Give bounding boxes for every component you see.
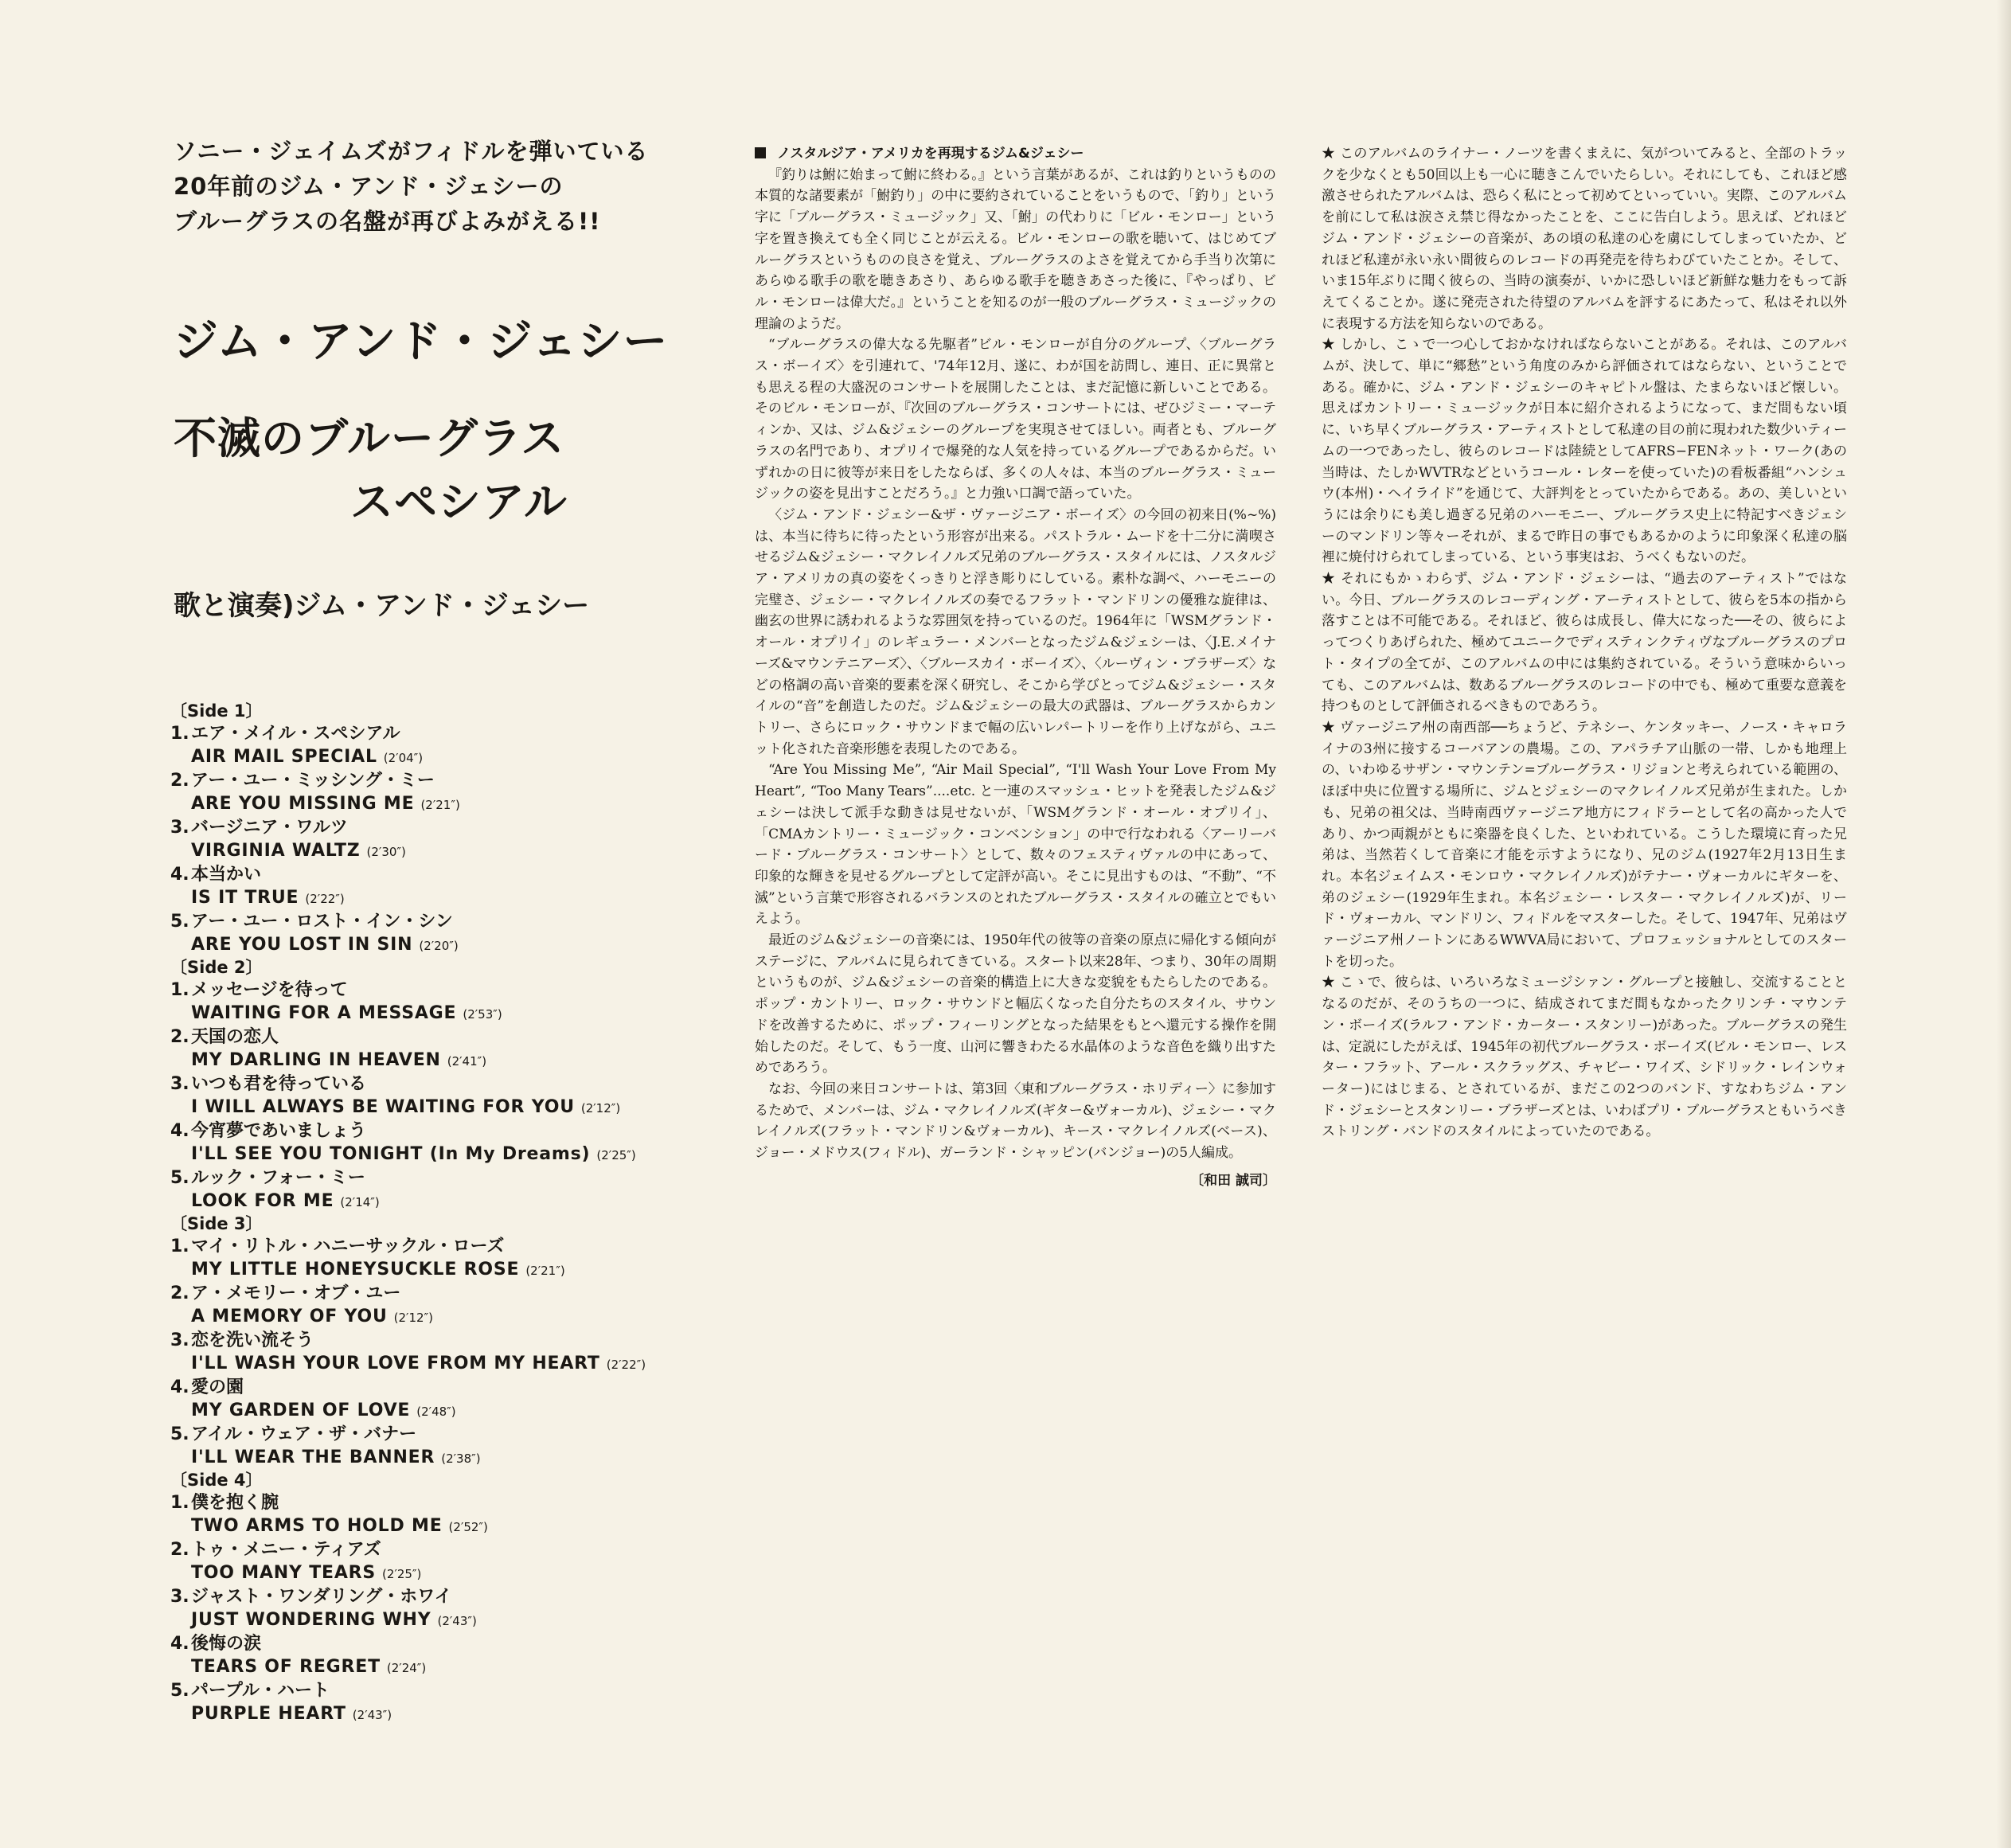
side-1-heading: 〔Side 1〕 <box>170 701 263 721</box>
track-number: 5. <box>170 1168 189 1188</box>
track-duration: (2′53″) <box>463 1007 502 1022</box>
track-number: 3. <box>170 1330 189 1350</box>
article-review <box>1322 143 1847 1143</box>
track-item <box>170 1538 728 1585</box>
track-item <box>170 863 728 910</box>
article-heading-text: ノスタルジア・アメリカを再現するジム&ジェシー <box>777 146 1084 162</box>
track-japanese-title-row <box>170 1679 728 1703</box>
track-japanese-title: アー・ユー・ロスト・イン・シン <box>191 912 453 932</box>
article-paragraph: 『釣りは鮒に始まって鮒に終わる。』という言葉があるが、これは釣りというものの本質的な諸要素が「鮒釣り」の中に要約されていることをいうもので、「釣り」という字に「ブルーグラス・ミュージック」又、「鮒」の代わりに「ビル・モンロー」という字を置き換えても全く同じことが云える。ビル・モンローの歌を聴いて、はじめてブルーグラスというものの良さを覚え、ブルーグラスのよさを覚えてから手当り次第にあらゆる歌手の歌を聴きあさり、あらゆる歌手を聴きあさった後に、『やっぱり、ビル・モンローは偉大だ。』ということを知るのが一般のブルーグラス・ミュージックの理論のようだ。 <box>755 166 1276 332</box>
square-bullet-icon <box>755 147 766 158</box>
track-english-title: I'LL WEAR THE BANNER <box>191 1448 435 1467</box>
track-item <box>170 1119 728 1166</box>
track-english-title: AIR MAIL SPECIAL <box>191 747 377 767</box>
track-duration: (2′43″) <box>437 1614 477 1628</box>
track-number: 1. <box>170 980 189 1000</box>
track-number: 5. <box>170 1681 189 1701</box>
track-english-title: JUST WONDERING WHY <box>191 1610 431 1630</box>
track-duration: (2′52″) <box>448 1520 488 1534</box>
track-duration: (2′22″) <box>606 1358 646 1372</box>
track-english-title: MY LITTLE HONEYSUCKLE ROSE <box>191 1260 520 1280</box>
track-english-title-row <box>170 840 728 863</box>
track-japanese-title-row <box>170 1235 728 1259</box>
track-english-title-row <box>170 1447 728 1470</box>
track-japanese-title-row <box>170 1072 728 1096</box>
track-item <box>170 1329 728 1376</box>
track-english-title: TOO MANY TEARS <box>191 1563 377 1583</box>
track-english-title-row <box>170 1400 728 1423</box>
track-japanese-title-row <box>170 1026 728 1049</box>
track-number: 3. <box>170 818 189 838</box>
track-japanese-title: 本当かい <box>191 865 262 885</box>
track-japanese-title-row <box>170 1166 728 1190</box>
track-english-title-row <box>170 934 728 957</box>
track-english-title-row <box>170 1259 728 1282</box>
track-english-title: ARE YOU LOST IN SIN <box>191 935 413 955</box>
track-japanese-title-row <box>170 979 728 1002</box>
article-paragraph: なお、今回の来日コンサートは、第3回〈東和ブルーグラス・ホリディー〉に参加するためで、メンバーは、ジム・マクレイノルズ(ギター&ヴォーカル)、ジェシー・マクレイノルズ(フラット・マンドリン&ヴォーカル)、キース・マクレイノルズ(ベース)、ジョー・メドウス(フィドル)、ガーランド・シャッピン(バンジョー)の5人編成。 <box>755 1080 1276 1162</box>
track-japanese-title-row <box>170 1585 728 1609</box>
article-paragraph: ★ ヴァージニア州の南西部──ちょうど、テネシー、ケンタッキー、ノース・キャロライナの3州に接するコーバアンの農場。この、アパラチア山脈の一帯、しかも地理上の、いわゆるサザン・マウンテン=ブルーグラス・リジョンと考えられている範囲の、ほぼ中央に位置する場所に、ジムとジェシーのマクレイノルズ兄弟が生まれた。しかも、兄弟の祖父は、当時南西ヴァージニア地方にフィドラーとして名の高かった人であり、かつ両親がともに楽器を良くした、といわれている。こうした環境に育った兄弟は、当然若くして音楽に才能を示すようになり、兄のジム(1927年2月13日生まれ。本名ジェイムス・モンロウ・マクレイノルズ)がテナー・ヴォーカルにギターを、弟のジェシー(1929年生まれ。本名ジェシー・レスター・マクレイノルズ)が、リード・ヴォーカル、マンドリン、フィドルをマスターした。そして、1947年、兄弟はヴァージニア州ノートンにあるWWVA局において、プロフェッショナルとしてのスタートを切った。 <box>1322 719 1847 970</box>
track-item <box>170 1376 728 1423</box>
track-number: 2. <box>170 1540 189 1560</box>
track-japanese-title: バージニア・ワルツ <box>191 818 348 838</box>
track-english-title: A MEMORY OF YOU <box>191 1307 388 1326</box>
track-japanese-title: 天国の恋人 <box>191 1027 279 1047</box>
article-paragraph: “ブルーグラスの偉大なる先駆者”ビル・モンローが自分のグループ、〈ブルーグラス・ボーイズ〉を引連れて、'74年12月、遂に、わが国を訪問し、連日、正に異常とも思える程の大盛況のコンサートを展開したことは、まだ記憶に新しいことである。そのビル・モンローが、『次回のブルーグラス・コンサートには、ぜひジミー・マーティンか、又は、ジム&ジェシーのグループを実現させてほしい。両者とも、ブルーグラスの名門であり、オプリイで爆発的な人気を持っているグループであるからだ。いずれかの日に彼等が来日をしたならば、多くの人々は、本当のブルーグラス・ミュージックの姿を見出すことだろう。』と力強い口調で語っていた。 <box>755 337 1276 502</box>
track-english-title-row <box>170 1002 728 1026</box>
track-number: 3. <box>170 1587 189 1607</box>
track-english-title: I'LL WASH YOUR LOVE FROM MY HEART <box>191 1354 600 1373</box>
article-paragraph: ★ それにもかゝわらず、ジム・アンド・ジェシーは、“過去のアーティスト”ではない。今日、ブルーグラスのレコーディング・アーティストとして、彼らを5本の指から落すことは不可能である。それほど、彼らは成長し、偉大になった──その、彼らによってつくりあげられた、極めてユニークでディスティンクティヴなブルーグラスのプロト・タイプの全てが、このアルバムの中には集約されている。そういう意味からいっても、このアルバムは、数あるブルーグラスのレコードの中でも、極めて重要な意義を持つものとして評価されるべきものであろう。 <box>1322 571 1847 715</box>
tagline-line: ソニー・ジェイムズがフィドルを弾いている <box>174 138 649 165</box>
track-japanese-title-row <box>170 863 728 887</box>
track-japanese-title: マイ・リトル・ハニーサックル・ローズ <box>191 1237 505 1256</box>
track-english-title: TEARS OF REGRET <box>191 1657 381 1677</box>
track-item <box>170 1632 728 1679</box>
track-english-title: VIRGINIA WALTZ <box>191 841 361 861</box>
track-japanese-title-row <box>170 1632 728 1656</box>
track-english-title: LOOK FOR ME <box>191 1191 334 1211</box>
track-english-title-row <box>170 1096 728 1119</box>
track-japanese-title: メッセージを待って <box>191 980 348 1000</box>
track-japanese-title-row <box>170 910 728 934</box>
track-english-title: ARE YOU MISSING ME <box>191 794 415 814</box>
artist-title: ジム・アンド・ジェシー <box>174 316 669 368</box>
track-item <box>170 1072 728 1119</box>
track-japanese-title-row <box>170 769 728 793</box>
article-paragraph: ★ こゝで、彼らは、いろいろなミュージシァン・グループと接触し、交流することとなるのだが、そのうちの一つに、結成されてまだ間もなかったクリンチ・マウンテン・ボーイズ(ラルフ・アンド・カーター・スタンリー)があった。ブルーグラスの発生は、定説にしたがえば、1945年の初代ブルーグラス・ボーイズ(ビル・モンロー、レスター・フラット、アール・スクラッグス、チャビー・ワイズ、シドリック・レインウォーター)にはじまる、とされているが、まだこの2つのバンド、すなわちジム・アンド・ジェシーとスタンリー・ブラザーズとは、いわばプリ・ブルーグラスともいうべきストリング・バンドのスタイルによっていたのである。 <box>1322 975 1847 1140</box>
track-number: 4. <box>170 1121 189 1141</box>
track-japanese-title-row <box>170 722 728 746</box>
track-item <box>170 1423 728 1470</box>
track-item <box>170 769 728 816</box>
track-english-title-row <box>170 793 728 816</box>
track-english-title: PURPLE HEART <box>191 1704 346 1724</box>
tagline <box>174 134 723 239</box>
track-japanese-title-row <box>170 1376 728 1400</box>
track-english-title: IS IT TRUE <box>191 888 299 908</box>
track-duration: (2′12″) <box>393 1311 433 1325</box>
track-japanese-title: エア・メイル・スペシアル <box>191 724 400 744</box>
track-japanese-title: 今宵夢であいましょう <box>191 1121 367 1141</box>
track-japanese-title-row <box>170 1538 728 1562</box>
track-number: 2. <box>170 1283 189 1303</box>
track-item <box>170 722 728 769</box>
track-item <box>170 1235 728 1282</box>
track-duration: (2′25″) <box>596 1148 636 1162</box>
track-japanese-title-row <box>170 816 728 840</box>
track-number: 5. <box>170 912 189 932</box>
track-japanese-title-row <box>170 1329 728 1353</box>
track-duration: (2′21″) <box>420 798 460 812</box>
track-duration: (2′24″) <box>386 1661 427 1675</box>
track-item <box>170 1585 728 1632</box>
track-number: 4. <box>170 1634 189 1654</box>
track-item <box>170 1491 728 1538</box>
track-english-title: I'LL SEE YOU TONIGHT (In My Dreams) <box>191 1144 591 1164</box>
side-2-heading: 〔Side 2〕 <box>170 958 263 977</box>
track-number: 2. <box>170 1027 189 1047</box>
track-duration: (2′21″) <box>525 1264 565 1278</box>
track-english-title-row <box>170 1049 728 1072</box>
article-paragraph: 最近のジム&ジェシーの音楽には、1950年代の彼等の音楽の原点に帰化する傾向がステージに、アルバムに見られてきている。スタート以来28年、つまり、30年の周期というものが、ジム&ジェシーの音楽的構造上に大きな変貌をもたらしたのである。ポップ・カントリー、ロック・サウンドと幅広くなった自分たちのスタイル、サウンドを改善するために、ポップ・フィーリングとなった結果をもとへ還元する操作を開始したのだ。そして、もう一度、山河に響きわたる水晶体のような音色を織り出すためであろう。 <box>755 932 1276 1076</box>
track-english-title-row <box>170 1656 728 1679</box>
side-3-heading: 〔Side 3〕 <box>170 1214 263 1233</box>
track-number: 1. <box>170 1237 189 1256</box>
article-heading <box>755 143 1276 165</box>
tracklist <box>170 701 728 1726</box>
side-4-heading: 〔Side 4〕 <box>170 1471 263 1490</box>
track-japanese-title: 恋を洗い流そう <box>191 1330 314 1350</box>
track-japanese-title: パープル・ハート <box>191 1681 330 1701</box>
track-number: 2. <box>170 771 189 791</box>
article-paragraph: 〈ジム・アンド・ジェシー&ザ・ヴァージニア・ボーイズ〉の今回の初来日(%~%)は、本当に待ちに待ったという形容が出来る。パストラル・ムードを十二分に満喫させるジム&ジェシー・マクレイノルズ兄弟のブルーグラス・スタイルには、ノスタルジア・アメリカの真の姿をくっきりと浮き彫りにしている。素朴な調べ、ハーモニーの完璧さ、ジェシー・マクレイノルズの奏でるフラット・マンドリンの優雅な旋律は、幽玄の世界に誘われるような雰囲気を持っているのだ。1964年に「WSMグランド・オール・オプリイ」のレギュラー・メンバーとなったジム&ジェシーは、〈J.E.メイナーズ&マウンテニアーズ〉、〈ブルースカイ・ボーイズ〉、〈ルーヴィン・ブラザーズ〉などの格調の高い音楽的要素を深く研究し、そこから学びとってジム&ジェシー・スタイルの“音”を創造したのだ。ジム&ジェシーの最大の武器は、ブルーグラスからカントリー、さらにロック・サウンドまで幅の広いレパートリーを作り上げながら、ユニット化された音楽形態を表現したのである。 <box>755 506 1276 757</box>
track-duration: (2′20″) <box>419 939 459 953</box>
track-japanese-title: トゥ・メニー・ティアズ <box>191 1540 381 1560</box>
track-item <box>170 1282 728 1329</box>
track-item <box>170 910 728 957</box>
track-english-title-row <box>170 1306 728 1329</box>
track-japanese-title: ア・メモリー・オブ・ユー <box>191 1283 401 1303</box>
track-duration: (2′41″) <box>447 1054 487 1069</box>
track-japanese-title: 後悔の涙 <box>191 1634 262 1654</box>
tagline-line: ブルーグラスの名盤が再びよみがえる!! <box>174 208 601 235</box>
album-title-line1: 不滅のブルーグラス <box>174 413 565 463</box>
tagline-line: 20年前のジム・アンド・ジェシーの <box>174 173 564 200</box>
article-paragraph: “Are You Missing Me”, “Air Mail Special”, “I'll Wash Your Love From My Heart”, “Too Many Tears”....etc. と一連のスマッシュ・ヒットを発表したジム&ジェシーは決して派手な動きは見せないが、「WSMグランド・オール・オプリイ」、「CMAカントリー・ミュージック・コンベンション」の中で行なわれる〈アーリーバード・ブルーグラス・コンサート〉として、数々のフェスティヴァルの中にあって、印象的な輝きを見せるグループとして定評が高い。そこに見出すものは、“不動”、“不滅”という言葉で形容されるバランスのとれたブルーグラス・スタイルの確立とでもいえよう。 <box>755 762 1276 928</box>
track-english-title-row <box>170 1515 728 1538</box>
track-english-title-row <box>170 1703 728 1726</box>
track-japanese-title: いつも君を待っている <box>191 1074 367 1094</box>
track-duration: (2′22″) <box>305 892 345 906</box>
track-english-title-row <box>170 887 728 910</box>
track-japanese-title: ルック・フォー・ミー <box>191 1168 365 1188</box>
track-japanese-title-row <box>170 1282 728 1306</box>
track-english-title: I WILL ALWAYS BE WAITING FOR YOU <box>191 1097 575 1117</box>
track-japanese-title: アー・ユー・ミッシング・ミー <box>191 771 435 791</box>
track-item <box>170 979 728 1026</box>
track-item <box>170 1679 728 1726</box>
track-number: 4. <box>170 865 189 885</box>
track-duration: (2′04″) <box>383 751 424 765</box>
track-number: 1. <box>170 1493 189 1513</box>
track-english-title: TWO ARMS TO HOLD ME <box>191 1516 443 1536</box>
author-signature: 〔和田 誠司〕 <box>1190 1172 1276 1189</box>
track-number: 3. <box>170 1074 189 1094</box>
track-item <box>170 1166 728 1213</box>
track-number: 4. <box>170 1377 189 1397</box>
track-duration: (2′14″) <box>340 1195 380 1209</box>
track-japanese-title: アイル・ウェア・ザ・バナー <box>191 1424 417 1444</box>
track-japanese-title-row <box>170 1423 728 1447</box>
performer-credit: 歌と演奏)ジム・アンド・ジェシー <box>174 590 590 622</box>
article-paragraph: ★ このアルバムのライナー・ノーツを書くまえに、気がついてみると、全部のトラックを少なくとも50回以上も一心に聴きこんでいたらしい。それにしても、これほど感激させられたアルバムは、恐らく私にとって初めてといっていい。実際、このアルバムを前にして私は涙さえ禁じ得なかったことを、ここに告白しよう。思えば、どれほどジム・アンド・ジェシーの音楽が、あの頃の私達の心を虜にしてしまっていたか、どれほど私達が永い永い間彼らのレコードの再発売を待ちわびていたことか。そして、いま15年ぶりに聞く彼らの、当時の演奏が、いかに恐しいほど新鮮な魅力をもって訴えてくることか。遂に発売された待望のアルバムを評するにあたって、私はそれ以外に表現する方法を知らないのである。 <box>1322 146 1847 332</box>
track-english-title-row <box>170 1609 728 1632</box>
track-english-title-row <box>170 1143 728 1166</box>
track-english-title: WAITING FOR A MESSAGE <box>191 1003 457 1023</box>
track-english-title-row <box>170 746 728 769</box>
track-english-title-row <box>170 1562 728 1585</box>
track-duration: (2′38″) <box>441 1451 481 1466</box>
track-duration: (2′43″) <box>352 1708 392 1722</box>
track-duration: (2′30″) <box>366 845 406 859</box>
track-item <box>170 1026 728 1072</box>
track-japanese-title: 愛の園 <box>191 1377 244 1397</box>
track-english-title-row <box>170 1190 728 1213</box>
article-paragraph: ★ しかし、こゝで一つ心しておかなければならないことがある。それは、このアルバムが、決して、単に“郷愁”という角度のみから評価されてはならない、ということである。確かに、ジム・アンド・ジェシーのキャピトル盤は、たまらないほど懐しい。思えばカントリー・ミュージックが日本に紹介されるようになって、まだ間もない頃に、いち早くブルーグラス・アーティストとして私達の目の前に現われた数少いティームの一つであったし、彼らのレコードは陸続としてAFRS−FENネット・ワーク(あの当時は、たしかWVTRなどというコール・レターを使っていた)の看板番組“ハンシュウ(本州)・ヘイライド”を通じて、大評判をとっていたからである。あの、美しいというには余りにも美し過ぎる兄弟のハーモニー、ブルーグラス史上に特記すべきジェシーのマンドリン等々ーそれが、まるで昨日の事でもあるかのように印象深く私達の脳裡に焼付けられてしまっている、という事実はお、うべくもないのだ。 <box>1322 337 1847 566</box>
track-item <box>170 816 728 863</box>
track-japanese-title-row <box>170 1491 728 1515</box>
track-duration: (2′25″) <box>382 1567 422 1581</box>
track-english-title-row <box>170 1353 728 1376</box>
track-duration: (2′12″) <box>580 1101 621 1115</box>
track-japanese-title-row <box>170 1119 728 1143</box>
album-title-line2: スペシアル <box>350 477 568 527</box>
track-english-title: MY DARLING IN HEAVEN <box>191 1050 441 1070</box>
track-english-title: MY GARDEN OF LOVE <box>191 1401 411 1420</box>
track-number: 1. <box>170 724 189 744</box>
article-nostalgia <box>755 143 1276 1191</box>
track-japanese-title: ジャスト・ワンダリング・ホワイ <box>191 1587 452 1607</box>
track-japanese-title: 僕を抱く腕 <box>191 1493 279 1513</box>
track-number: 5. <box>170 1424 189 1444</box>
track-duration: (2′48″) <box>416 1405 456 1419</box>
